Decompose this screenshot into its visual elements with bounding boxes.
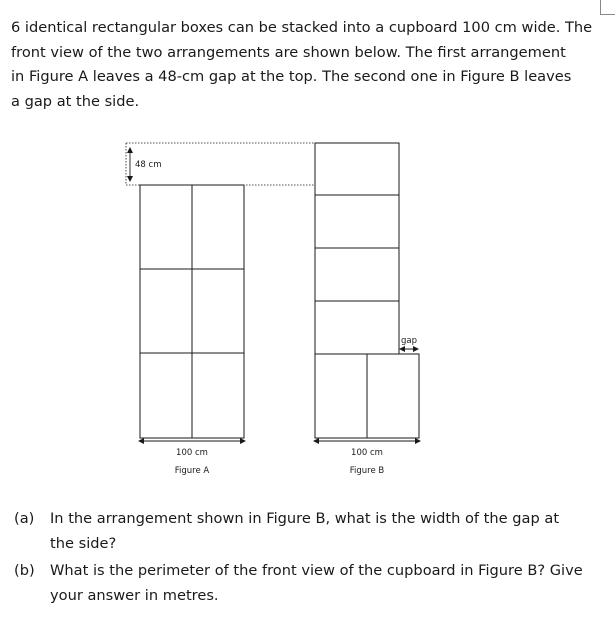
- problem-line: in Figure A leaves a 48-cm gap at the top. The second one in Figure B leaves: [11, 68, 572, 85]
- box: [192, 185, 244, 269]
- box: [315, 248, 399, 301]
- box: [140, 185, 192, 269]
- question-line: your answer in metres.: [50, 587, 219, 604]
- figure-b-width-label: 100 cm: [351, 448, 383, 458]
- figure-b-caption: Figure B: [349, 466, 385, 476]
- box: [315, 143, 399, 195]
- box: [315, 301, 399, 354]
- figure-a-width-label: 100 cm: [176, 448, 208, 458]
- question-body: [50, 506, 600, 556]
- box: [315, 354, 367, 438]
- box: [192, 353, 244, 438]
- gap-top-label: 48 cm: [135, 160, 162, 170]
- question-body: [50, 558, 600, 608]
- figure-a: [140, 185, 244, 438]
- question-letter: (b): [14, 562, 35, 579]
- question-line: What is the perimeter of the front view of the cupboard in Figure B? Give: [50, 562, 583, 579]
- question-line: the side?: [50, 535, 117, 552]
- box: [192, 269, 244, 353]
- problem-line: a gap at the side.: [11, 92, 140, 110]
- figure-b: [315, 143, 419, 438]
- box: [367, 354, 419, 438]
- box: [315, 195, 399, 248]
- question-line: In the arrangement shown in Figure B, what is the width of the gap at: [50, 510, 560, 527]
- figure-a-caption: Figure A: [174, 466, 210, 476]
- box: [140, 353, 192, 438]
- question-letter: (a): [14, 510, 35, 527]
- problem-line: 6 identical rectangular boxes can be stacked into a cupboard 100 cm wide. The: [11, 19, 593, 36]
- gap-side-label: gap: [401, 336, 417, 346]
- box: [140, 269, 192, 353]
- problem-line: front view of the two arrangements are shown below. The first arrangement: [11, 43, 566, 61]
